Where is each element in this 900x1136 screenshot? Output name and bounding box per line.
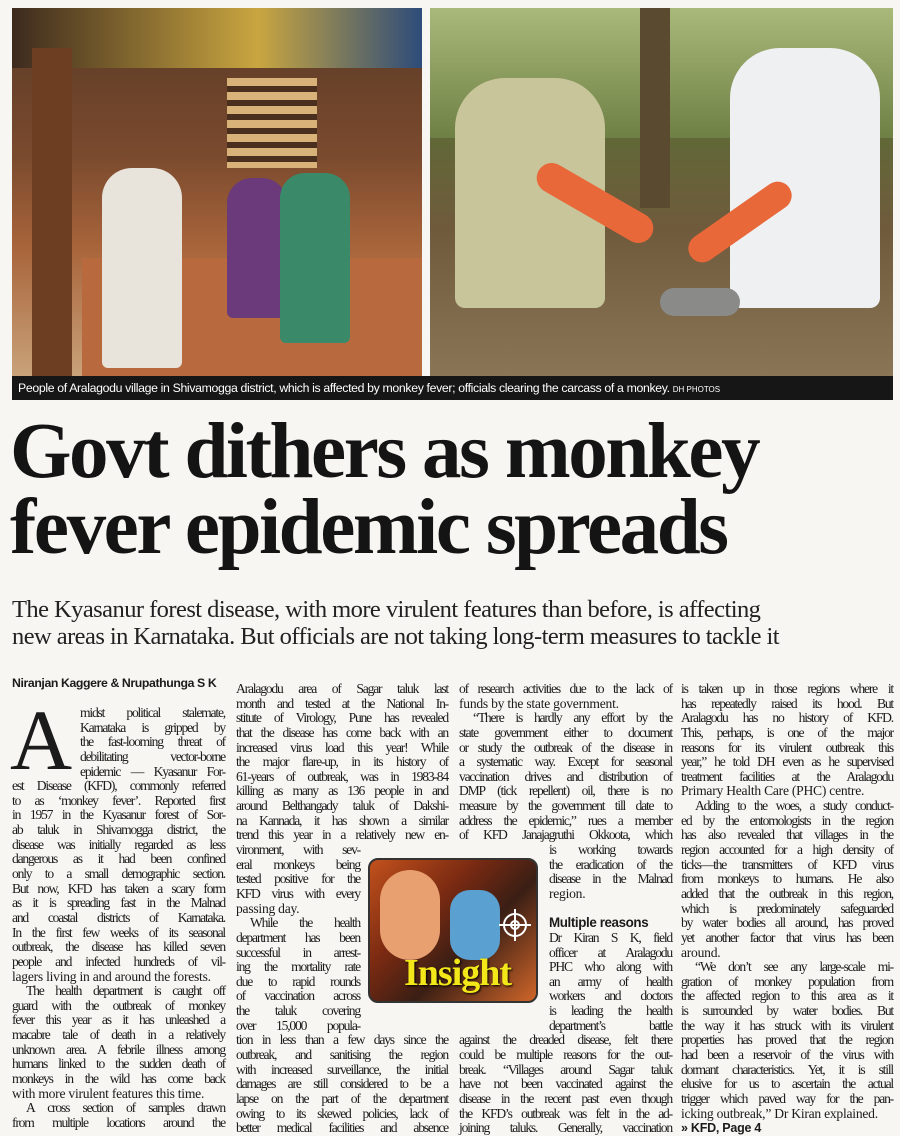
article-line-text: properties has proved that the region [681, 1032, 893, 1048]
monkey-carcass [660, 288, 740, 316]
insight-graphic [368, 858, 538, 1003]
article-line-text: Primary Health Care (PHC) centre. [681, 783, 865, 799]
article-column-1 [12, 706, 225, 1131]
article-line [236, 887, 360, 902]
article-line-text: is leading the health [549, 1003, 672, 1019]
article-line [459, 1107, 672, 1122]
article-line [459, 843, 672, 858]
article-line [12, 1057, 225, 1072]
article-line [681, 1077, 893, 1092]
article-line [459, 697, 672, 712]
article-line [236, 1092, 448, 1107]
article-line [236, 741, 448, 756]
article-line [681, 916, 893, 931]
article-line-text: around. [681, 944, 721, 960]
article-line-text: PHC who along with [549, 959, 672, 975]
article-line-text: gration of monkey population from [681, 973, 893, 989]
article-line [12, 984, 225, 999]
article-line-text: had been a reservoir of the virus with [681, 1047, 893, 1063]
article-line-text: the affected region to this area as it [681, 988, 893, 1004]
byline: Niranjan Kaggere & Nrupathunga S K [12, 676, 217, 690]
article-line [681, 1004, 893, 1019]
article-line-text: guard with the outbreak of monkey [12, 997, 225, 1013]
article-line-text: an army of health [549, 973, 672, 989]
article-line-text: owing to its skewed policies, lack of [236, 1105, 448, 1121]
article-line [236, 872, 360, 887]
article-line [459, 1048, 672, 1063]
article-line [459, 711, 672, 726]
article-line-text: icking outbreak,” Dr Kiran explained. [681, 1105, 878, 1121]
article-line [236, 1048, 448, 1063]
village-photo [12, 8, 422, 376]
article-line-text: humans linked to the sudden death of [12, 1056, 225, 1072]
tree-trunk [640, 8, 670, 208]
article-line-text: from monkeys to humans. He also [681, 871, 893, 887]
article-line [12, 970, 225, 985]
article-line [681, 1107, 893, 1122]
woman-seated [280, 173, 350, 343]
article-line-text: only to a small demographic section. [12, 866, 225, 882]
article-line-text: treatment facilities at the Aralagodu [681, 768, 893, 784]
officials-photo [430, 8, 893, 376]
article-line-text: of KFD Janajagruthi Okkoota, which [459, 827, 672, 843]
article-line-text: joining taluks. Generally, vaccination [459, 1120, 672, 1136]
article-line [12, 1013, 225, 1028]
article-line [459, 814, 672, 829]
subheadline-line-1-text: The Kyasanur forest disease, with more virulent features than before, is affecting [12, 596, 761, 623]
headline-line-2 [10, 484, 895, 571]
article-line-text: over 15,000 popula- [236, 1017, 360, 1033]
article-line-text: KFD virus with every [236, 885, 360, 901]
article-line-text: by water bodies all around, has proved [681, 915, 893, 931]
article-line [236, 799, 448, 814]
article-line [12, 721, 225, 736]
article-line-text: has also revealed that villages in the [681, 827, 893, 843]
article-line-text: debilitating vector-borne [80, 748, 225, 764]
article-line [236, 711, 448, 726]
article-line-text: funds by the state government. [459, 695, 619, 711]
article-line [12, 940, 225, 955]
article-line-text: state government either to document [459, 724, 672, 740]
article-line [236, 1019, 360, 1034]
article-line [12, 794, 225, 809]
article-line-text: Dr Kiran S K, field [549, 929, 672, 945]
article-line [459, 1019, 672, 1034]
article-line-text: month and tested at the National In- [236, 695, 448, 711]
article-line [459, 682, 672, 697]
article-line-text: macabre tale of death in a relatively [12, 1027, 225, 1043]
article-line-text: While the health [250, 915, 360, 931]
article-line-text: is working towards [549, 842, 672, 858]
article-line-text: This, perhaps, is one of the major [681, 724, 893, 740]
article-line-text: to as ‘monkey fever’. Reported first [12, 792, 225, 808]
article-line [12, 852, 225, 867]
article-line [236, 1033, 448, 1048]
article-line [459, 828, 672, 843]
article-line [681, 1092, 893, 1107]
article-line [236, 858, 360, 873]
article-line-text: epidemic — Kyasanur For- [80, 763, 225, 779]
article-line-text: a systematic way. Except for seasonal [459, 754, 672, 770]
article-line-text: address the epidemic,” rues a member [459, 812, 672, 828]
article-line [681, 858, 893, 873]
article-line [12, 1101, 225, 1116]
article-line [236, 726, 448, 741]
article-line-text: increased virus load this year! While [236, 739, 448, 755]
article-line [12, 867, 225, 882]
article-line-text: and coastal districts of Karnataka. [12, 909, 225, 925]
article-line [12, 911, 225, 926]
article-line-text: yet another factor that virus has been [681, 929, 893, 945]
article-line-text: or study the outbreak of the disease in [459, 739, 672, 755]
article-line [12, 955, 225, 970]
article-line [681, 697, 893, 712]
article-line [459, 1033, 672, 1048]
article-line-text: added that the outbreak in this region, [681, 885, 893, 901]
article-line-text: stitute of Virology, Pune has revealed [236, 710, 448, 726]
article-line-text: is surrounded by water bodies. But [681, 1003, 893, 1019]
official-right [730, 48, 880, 308]
article-line [236, 1063, 448, 1078]
article-line-text: with more virulent features this time. [12, 1085, 205, 1101]
article-line-text: has repeatedly raised its hood. But [681, 695, 893, 711]
article-line-text: successful in arrest- [236, 944, 360, 960]
article-line-text: which is predominately safeguarded [681, 900, 893, 916]
subheadline-line-2 [12, 623, 892, 650]
article-line-text: is taken up in those regions where it [681, 681, 893, 696]
article-line [459, 1063, 672, 1078]
article-line-text: region. [549, 885, 586, 901]
article-line-text: due to rapid rounds [236, 973, 360, 989]
article-line [681, 1048, 893, 1063]
article-line-text: fever this year as it has unleashed a [12, 1012, 225, 1028]
article-line [236, 1077, 448, 1092]
article-line-text: In the first few weeks of its seasonal [12, 924, 225, 940]
article-line-text: the major flare-up, in its history of [236, 754, 448, 770]
article-line-text: the fast-looming threat of [80, 734, 225, 750]
article-line [681, 799, 893, 814]
article-line-text: Multiple reasons [549, 915, 649, 931]
article-line-text: tested positive for the [236, 871, 360, 887]
article-line [459, 755, 672, 770]
article-line [236, 843, 360, 858]
article-column-4 [681, 682, 893, 1136]
article-line-text: lagers living in and around the forests. [12, 968, 211, 984]
article-line-text: Aralagodu has no history of KFD. [681, 710, 893, 726]
article-line [681, 872, 893, 887]
article-line-text: in 1957 in the Kyasanur forest of Sor- [12, 807, 225, 823]
article-line [12, 1116, 225, 1131]
article-line-text: midst political stalemate, [80, 705, 225, 720]
article-line-text: » KFD, Page 4 [681, 1121, 762, 1136]
article-line [681, 1063, 893, 1078]
article-line [681, 902, 893, 917]
article-line-text: the taluk covering [236, 1003, 360, 1019]
article-line [236, 975, 360, 990]
article-line [236, 1004, 360, 1019]
article-line [236, 916, 360, 931]
article-line [236, 784, 448, 799]
article-line-text: elusive for us to ascertain the actual [681, 1076, 893, 1092]
headline-line-2-text: fever epidemic spreads [10, 484, 727, 571]
article-line-text: ab taluk in Shivamogga district, the [12, 822, 225, 838]
article-line-text: break. “Villages around Sagar taluk [459, 1061, 672, 1077]
article-line-text: trend this year in a relatively new en- [236, 827, 448, 843]
woman-seated [227, 178, 287, 318]
window [227, 78, 317, 168]
article-line [12, 1043, 225, 1058]
article-line [681, 770, 893, 785]
article-line [236, 814, 448, 829]
article-line-text: ticks—the transmitters of KFD virus [681, 856, 893, 872]
article-line-text: the way it has struck with its virulent [681, 1017, 893, 1033]
pillar [32, 48, 72, 376]
article-line [681, 682, 893, 697]
article-line-text: lapse on the part of the department [236, 1090, 448, 1106]
article-line-text: Karnataka is gripped by [80, 719, 225, 735]
article-line [459, 1077, 672, 1092]
article-line [681, 828, 893, 843]
article-line [236, 828, 448, 843]
article-line [12, 882, 225, 897]
article-line-text: eral monkeys being [236, 856, 360, 872]
figure [380, 870, 440, 960]
caption-text: People of Aralagodu village in Shivamogga district, which is affected by monkey fever; officials clearing the carcass of a monkey. [18, 381, 670, 395]
article-line-text: damages are still considered to be a [236, 1076, 448, 1092]
article-line [12, 765, 225, 780]
article-line [681, 931, 893, 946]
article-line [236, 682, 448, 697]
article-line [681, 741, 893, 756]
article-line [681, 960, 893, 975]
article-line [681, 711, 893, 726]
article-line-text: dormant characteristics. Yet, it is still [681, 1061, 893, 1077]
article-line-text: DMP (tick repellent) oil, there is no [459, 783, 672, 799]
article-line-text: outbreak, the disease has killed seven [12, 939, 225, 955]
article-line-text: The health department is caught off [26, 983, 225, 999]
article-line-text: Adding to the woes, a study conduct- [695, 798, 893, 814]
drop-cap: A [10, 692, 73, 788]
article-line [459, 1092, 672, 1107]
article-line [12, 1072, 225, 1087]
article-line [12, 1028, 225, 1043]
article-line [236, 697, 448, 712]
article-line-text: against the dreaded disease, felt there [459, 1032, 672, 1048]
article-line-text: “We don’t see any large-scale mi- [695, 959, 893, 975]
article-line-text: of vaccination across [236, 988, 360, 1004]
insight-label: Insight [404, 952, 512, 994]
article-line-text: outbreak, and sanitising the region [236, 1047, 448, 1063]
article-line-text: A cross section of samples drawn [26, 1100, 225, 1116]
article-line [681, 814, 893, 829]
article-line [12, 999, 225, 1014]
article-line-text: department’s battle [549, 1017, 672, 1033]
article-line [681, 726, 893, 741]
article-line [236, 770, 448, 785]
article-line-text: better medical facilities and absence [236, 1120, 448, 1136]
article-line [12, 896, 225, 911]
headline [10, 408, 895, 571]
article-line [681, 887, 893, 902]
roof [12, 8, 422, 68]
article-line [12, 808, 225, 823]
article-line-text: region accounted for a high density of [681, 842, 893, 858]
article-line [681, 946, 893, 961]
article-line-text: tion in less than a few days since the [236, 1032, 448, 1048]
article-line-text: vaccination drives and distribution of [459, 768, 672, 784]
person-seated [102, 168, 182, 368]
article-line [236, 1107, 448, 1122]
article-line [12, 1087, 225, 1102]
article-line-text: unknown area. A febrile illness among [12, 1041, 225, 1057]
article-line-text: the eradication of the [549, 856, 672, 872]
article-line-text: from multiple locations around the [12, 1114, 225, 1130]
article-line [681, 1019, 893, 1034]
article-line-text: could be multiple reasons for the out- [459, 1047, 672, 1063]
article-line [236, 755, 448, 770]
subheadline-line-2-text: new areas in Karnataka. But officials are not taking long-term measures to tackle it [12, 623, 780, 650]
article-line-text: na Kannada, it has shown a similar [236, 812, 448, 828]
subheadline-line-1 [12, 596, 892, 623]
article-line-text: passing day. [236, 900, 300, 916]
photo-credit: DH PHOTOS [672, 385, 721, 394]
article-line-text: reasons for its virulent outbreak this [681, 739, 893, 755]
article-line [681, 975, 893, 990]
article-line [236, 960, 360, 975]
article-line-text: ed by the entomologists in the region [681, 812, 893, 828]
article-line-text: dangerous as it had been confined [12, 851, 225, 867]
article-line-text: year,” he told DH even as he supervised [681, 754, 893, 770]
article-line [459, 784, 672, 799]
crosshair-icon [498, 908, 532, 942]
headline-line-1 [10, 408, 895, 495]
article-line-text: disease was initially regarded as less [12, 836, 225, 852]
article-line-text: monkeys in the wild has come back [12, 1071, 225, 1087]
article-line-text: have not been vaccinated against the [459, 1076, 672, 1092]
photo-caption [12, 376, 893, 400]
article-line-text: Aralagodu area of Sagar taluk last [236, 681, 448, 696]
article-line-text: that the disease has come back with an [236, 724, 448, 740]
article-line [459, 770, 672, 785]
article-line [459, 726, 672, 741]
headline-line-1-text: Govt dithers as monkey [10, 408, 759, 495]
article-line-text: measure by the government till date to [459, 798, 672, 814]
article-line-text: killing as many as 136 people in and [236, 783, 448, 799]
article-line [681, 755, 893, 770]
article-line-text: est Disease (KFD), commonly referred [12, 778, 225, 794]
article-line-text: 61-years of outbreak, was in 1983-84 [236, 768, 448, 784]
article-line-text: department has been [236, 929, 360, 945]
article-line [681, 784, 893, 799]
article-line [236, 902, 360, 917]
article-line [681, 989, 893, 1004]
article-line [459, 799, 672, 814]
article-line [681, 1033, 893, 1048]
article-line [12, 735, 225, 750]
article-line-text: “There is hardly any effort by the [473, 710, 672, 726]
article-line-text: trigger which paved way for the pan- [681, 1090, 893, 1106]
article-line-text: disease in the Malnad [549, 871, 672, 887]
article-line [681, 843, 893, 858]
subheadline [12, 596, 892, 650]
article-line-text: with increased surveillance, the initial [236, 1061, 448, 1077]
article-line-text: But now, KFD has taken a scary form [12, 880, 225, 896]
article-line-text: officer at Aralagodu [549, 944, 672, 960]
article-line-text: ing the mortality rate [236, 959, 360, 975]
figure [450, 890, 500, 960]
article-line-text: vironment, with sev- [236, 842, 360, 858]
article-line-text: of research activities due to the lack of [459, 681, 672, 696]
article-line-text: workers and doctors [549, 988, 672, 1004]
article-line-text: people and infected hundreds of vil- [12, 953, 225, 969]
article-line [12, 750, 225, 765]
article-line-text: as it is spreading fast in the Malnad [12, 895, 225, 911]
article-line [459, 741, 672, 756]
article-line [12, 838, 225, 853]
article-line [459, 1004, 672, 1019]
article-line [12, 706, 225, 721]
article-line [236, 946, 360, 961]
article-line [236, 989, 360, 1004]
article-line [12, 926, 225, 941]
article-line-text: the KFD’s outbreak was felt in the ad- [459, 1105, 672, 1121]
article-line [236, 931, 360, 946]
article-line [12, 823, 225, 838]
article-line-text: disease in the recent past even though [459, 1090, 672, 1106]
article-line [12, 779, 225, 794]
article-line-text: around Belthangady taluk of Dakshi- [236, 798, 448, 814]
